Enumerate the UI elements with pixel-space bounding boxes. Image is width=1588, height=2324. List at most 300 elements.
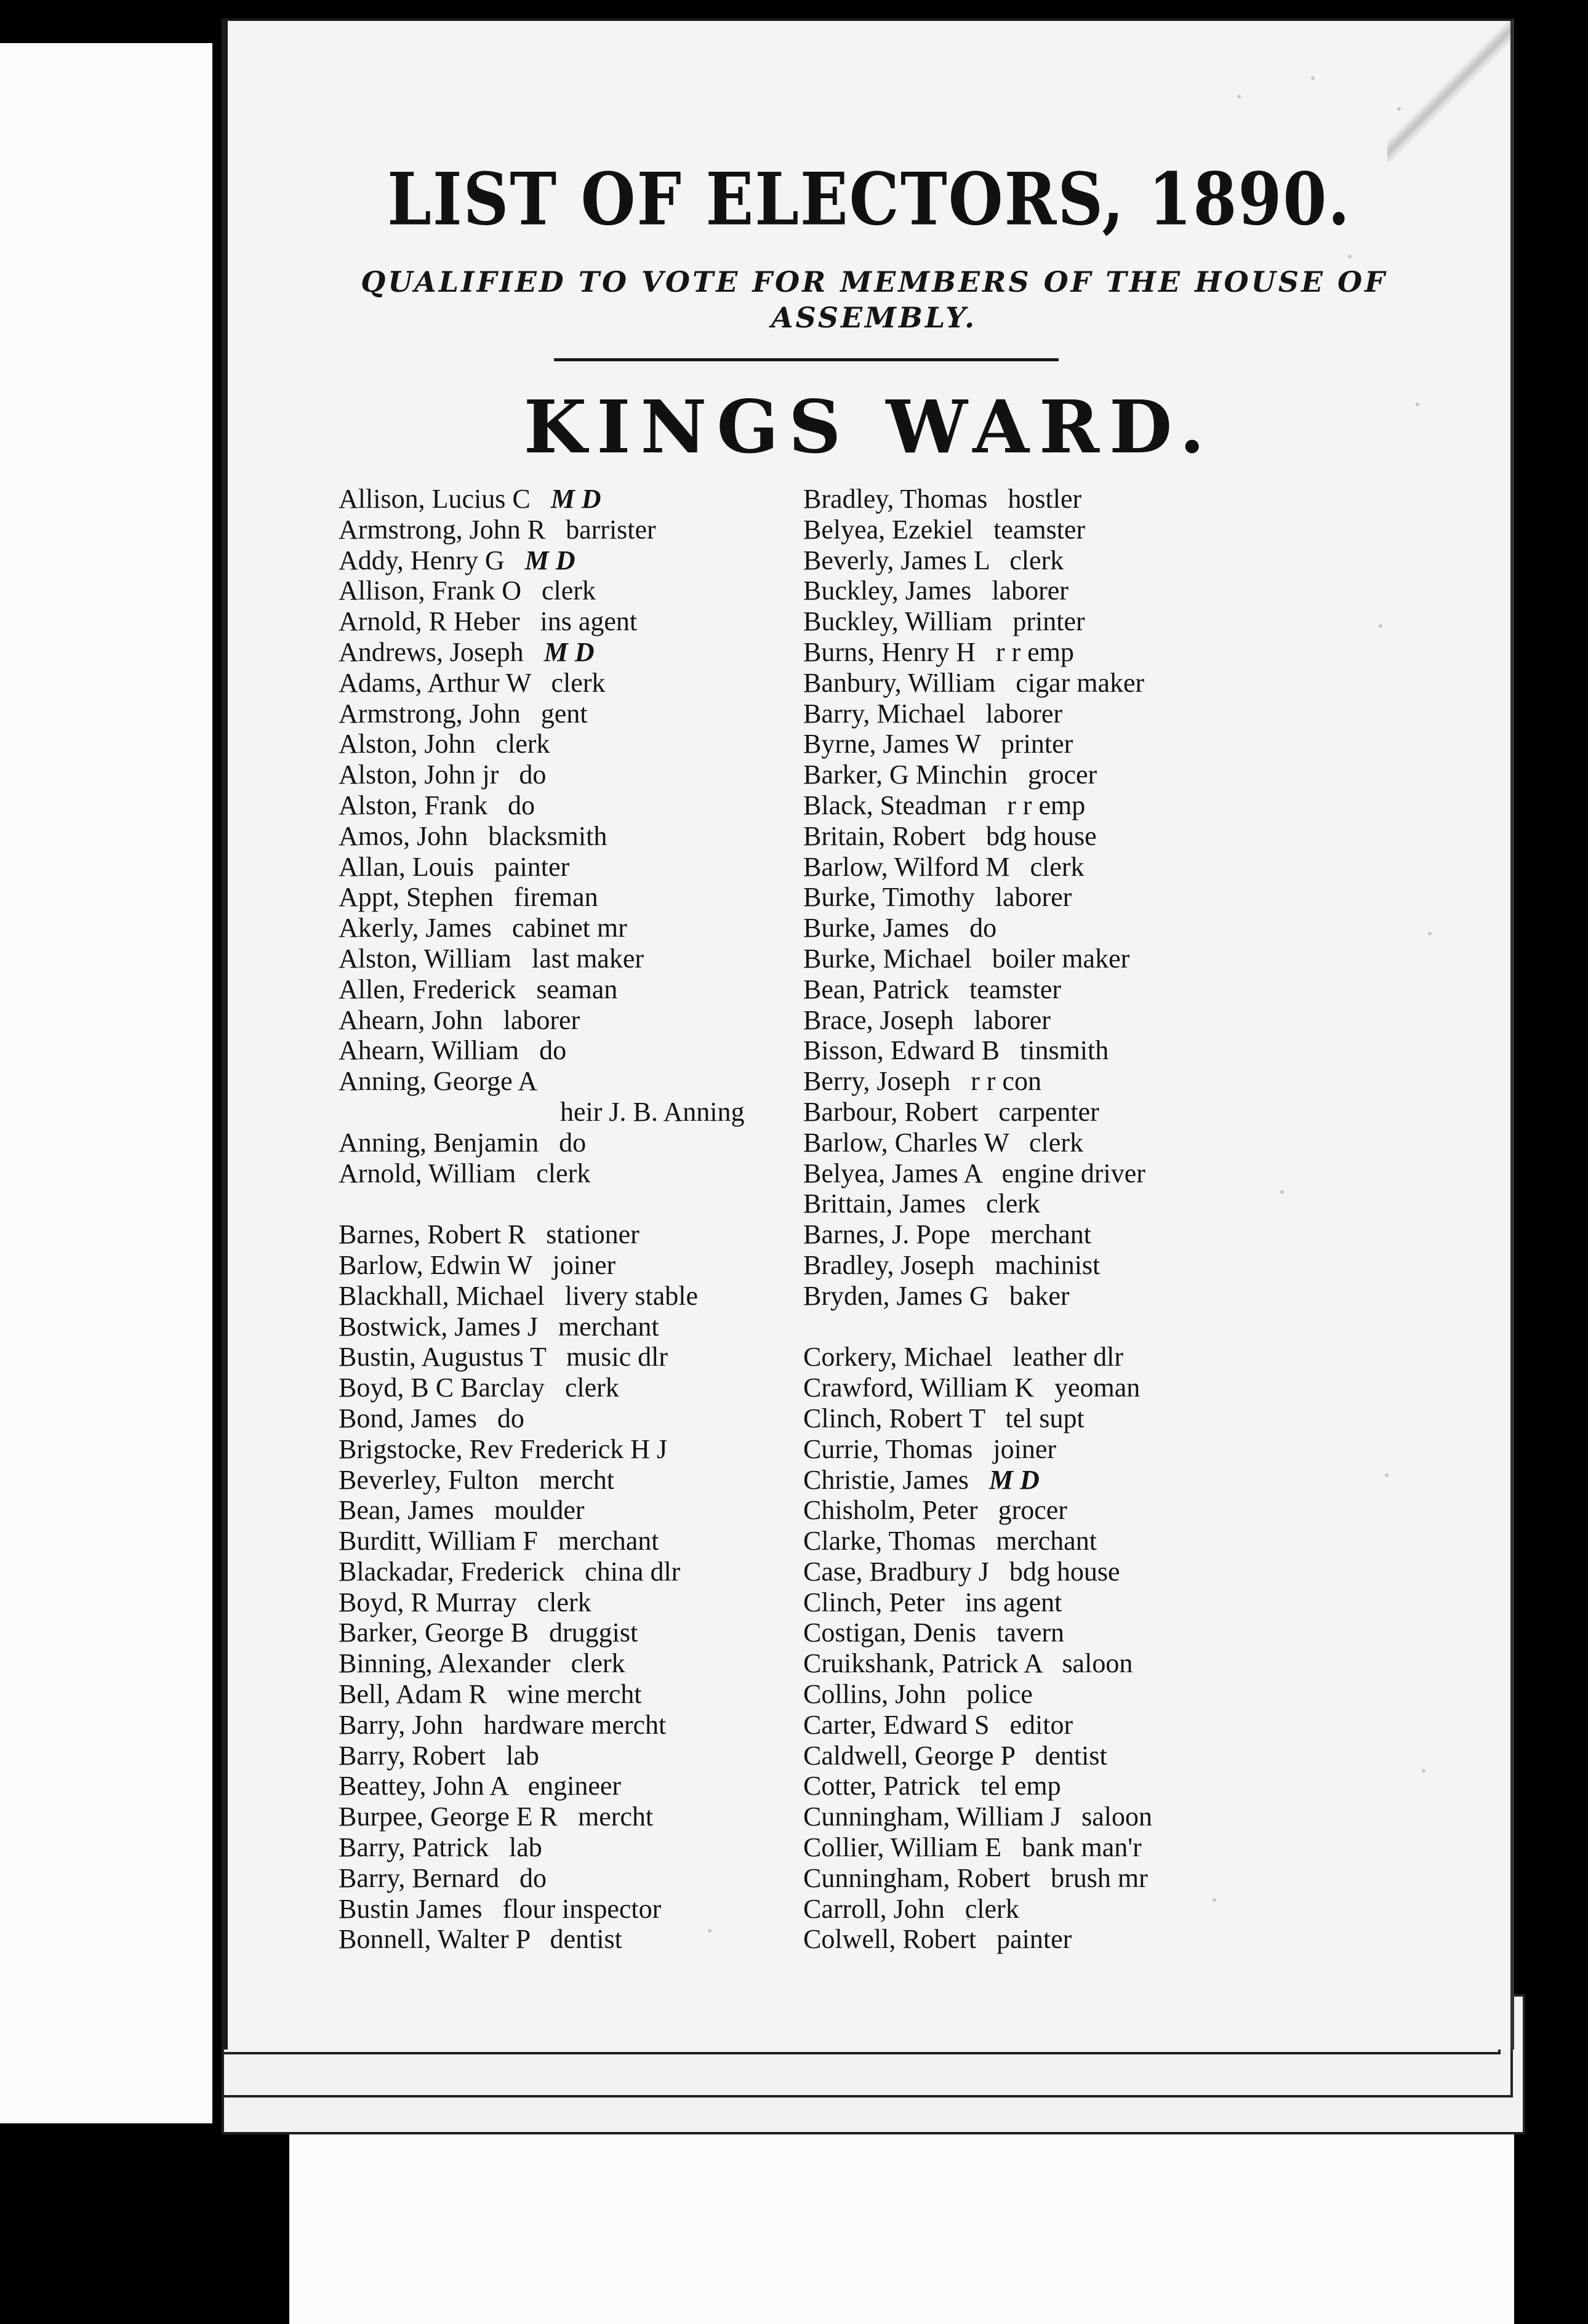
elector-name: Beattey, John A bbox=[339, 1771, 508, 1801]
paper-speck bbox=[708, 1929, 712, 1933]
elector-occupation: clerk bbox=[551, 667, 606, 698]
elector-occupation: tinsmith bbox=[1020, 1035, 1109, 1066]
elector-occupation: laborer bbox=[992, 575, 1069, 606]
elector-name: Clinch, Robert T bbox=[803, 1403, 985, 1433]
elector-entry bbox=[339, 729, 825, 759]
elector-occupation: heir J. B. Anning bbox=[560, 1096, 745, 1127]
elector-entry bbox=[339, 515, 825, 545]
elector-occupation: tavern bbox=[997, 1617, 1065, 1648]
paper-speck bbox=[1416, 403, 1419, 406]
elector-entry bbox=[803, 606, 1345, 637]
elector-occupation: last maker bbox=[531, 943, 644, 974]
elector-occupation: r r emp bbox=[1007, 790, 1086, 820]
elector-occupation: china dlr bbox=[585, 1556, 681, 1587]
elector-name: Carter, Edward S bbox=[803, 1709, 990, 1740]
elector-name: Bond, James bbox=[339, 1403, 477, 1433]
paper-speck bbox=[1422, 1769, 1426, 1773]
elector-entry bbox=[803, 545, 1345, 576]
elector-name: Buckley, William bbox=[803, 606, 993, 637]
elector-occupation: bank man'r bbox=[1021, 1832, 1142, 1863]
elector-occupation: clerk bbox=[985, 1188, 1040, 1219]
elector-entry bbox=[803, 1679, 1345, 1710]
elector-occupation: clerk bbox=[964, 1893, 1019, 1924]
paper-speck bbox=[1311, 76, 1315, 80]
elector-name: Barry, Michael bbox=[803, 698, 966, 729]
elector-name: Crawford, William K bbox=[803, 1372, 1035, 1403]
elector-name: Colwell, Robert bbox=[803, 1924, 977, 1955]
elector-occupation: mercht bbox=[539, 1464, 615, 1495]
elector-name: Cunningham, Robert bbox=[803, 1862, 1031, 1893]
elector-entry bbox=[339, 1434, 825, 1465]
elector-entry bbox=[339, 1924, 825, 1955]
blank-margin-bottom bbox=[289, 2130, 1514, 2324]
elector-occupation: clerk bbox=[1029, 1127, 1083, 1158]
elector-occupation: clerk bbox=[542, 575, 596, 606]
elector-occupation: do bbox=[539, 1035, 567, 1066]
elector-occupation: lab bbox=[508, 1832, 542, 1863]
elector-name: Ahearn, William bbox=[339, 1035, 519, 1066]
electors-column-left bbox=[339, 484, 825, 1955]
elector-name: Adams, Arthur W bbox=[339, 667, 531, 698]
elector-name: Allison, Frank O bbox=[339, 575, 521, 606]
elector-name: Blackhall, Michael bbox=[339, 1280, 545, 1311]
elector-name: Bustin James bbox=[339, 1893, 483, 1924]
elector-name: Burpee, George E R bbox=[339, 1801, 558, 1832]
elector-entry bbox=[339, 1741, 825, 1771]
elector-occupation: r r con bbox=[971, 1066, 1041, 1097]
elector-entry bbox=[803, 1832, 1345, 1863]
elector-occupation: flour inspector bbox=[502, 1893, 662, 1924]
elector-name: Alston, John bbox=[339, 729, 476, 759]
elector-name: Bean, Patrick bbox=[803, 974, 950, 1004]
elector-name: Alston, John jr bbox=[339, 759, 499, 790]
elector-entry bbox=[803, 1801, 1345, 1832]
elector-name: Allison, Lucius C bbox=[339, 484, 531, 514]
elector-name: Burke, James bbox=[803, 913, 950, 944]
elector-name: Clarke, Thomas bbox=[803, 1526, 976, 1557]
elector-entry bbox=[803, 974, 1345, 1005]
elector-occupation: printer bbox=[1001, 729, 1073, 759]
elector-occupation: moulder bbox=[494, 1495, 585, 1526]
elector-entry bbox=[339, 1894, 825, 1925]
elector-name: Banbury, William bbox=[803, 667, 996, 698]
elector-entry bbox=[339, 790, 825, 821]
elector-occupation: do bbox=[519, 1862, 547, 1893]
elector-name: Corkery, Michael bbox=[803, 1342, 993, 1372]
elector-entry bbox=[803, 1434, 1345, 1465]
elector-occupation: hardware mercht bbox=[483, 1709, 667, 1740]
elector-name: Barker, George B bbox=[339, 1617, 529, 1648]
elector-name: Bean, James bbox=[339, 1495, 474, 1526]
paper-speck bbox=[1213, 1898, 1216, 1902]
elector-entry bbox=[803, 668, 1345, 699]
elector-name: Beverley, Fulton bbox=[339, 1464, 519, 1495]
elector-entry bbox=[803, 1771, 1345, 1801]
elector-entry bbox=[803, 1526, 1345, 1557]
elector-name: Barnes, J. Pope bbox=[803, 1219, 971, 1250]
elector-entry bbox=[803, 759, 1345, 790]
elector-name: Berry, Joseph bbox=[803, 1066, 951, 1097]
elector-name: Bonnell, Walter P bbox=[339, 1924, 530, 1955]
elector-name: Burke, Timothy bbox=[803, 882, 975, 913]
elector-entry bbox=[339, 1342, 825, 1372]
elector-entry bbox=[339, 1219, 825, 1250]
elector-entry bbox=[339, 1587, 825, 1618]
elector-occupation: clerk bbox=[1030, 851, 1085, 882]
elector-name: Burns, Henry H bbox=[803, 636, 976, 667]
elector-entry bbox=[803, 1372, 1345, 1403]
elector-entry bbox=[803, 637, 1345, 668]
elector-occupation: machinist bbox=[995, 1249, 1101, 1280]
elector-entry bbox=[803, 575, 1345, 606]
elector-entry bbox=[339, 1005, 825, 1036]
elector-occupation: seaman bbox=[536, 974, 618, 1004]
elector-name: Boyd, B C Barclay bbox=[339, 1372, 545, 1403]
elector-name: Black, Steadman bbox=[803, 790, 987, 820]
elector-occupation: painter bbox=[997, 1924, 1072, 1955]
elector-name: Cruikshank, Patrick A bbox=[803, 1648, 1042, 1679]
elector-entry bbox=[803, 1495, 1345, 1526]
elector-entry bbox=[339, 1250, 825, 1281]
elector-name: Addy, Henry G bbox=[339, 545, 505, 575]
elector-occupation: engine driver bbox=[1001, 1158, 1145, 1188]
elector-name: Armstrong, John R bbox=[339, 514, 546, 545]
elector-entry bbox=[803, 913, 1345, 944]
elector-entry bbox=[803, 944, 1345, 974]
elector-name: Amos, John bbox=[339, 820, 468, 851]
elector-occupation: teamster bbox=[969, 974, 1062, 1004]
elector-occupation: M D bbox=[543, 636, 595, 667]
elector-entry bbox=[803, 484, 1345, 515]
elector-occupation: stationer bbox=[546, 1219, 640, 1250]
elector-name: Brace, Joseph bbox=[803, 1004, 954, 1035]
elector-entry bbox=[803, 1188, 1345, 1219]
elector-entry bbox=[803, 1219, 1345, 1250]
elector-occupation: cigar maker bbox=[1016, 667, 1145, 698]
elector-occupation: tel emp bbox=[980, 1771, 1061, 1801]
electors-column-right bbox=[803, 484, 1345, 1955]
elector-name: Burditt, William F bbox=[339, 1526, 538, 1557]
elector-entry bbox=[803, 1128, 1345, 1158]
elector-entry bbox=[803, 699, 1345, 729]
elector-occupation: printer bbox=[1013, 606, 1085, 637]
elector-occupation: fireman bbox=[513, 882, 598, 913]
elector-occupation: clerk bbox=[1009, 545, 1064, 575]
elector-name: Boyd, R Murray bbox=[339, 1587, 517, 1617]
elector-entry bbox=[339, 1465, 825, 1496]
elector-occupation: bdg house bbox=[985, 820, 1097, 851]
elector-entry bbox=[339, 637, 825, 668]
elector-occupation: laborer bbox=[985, 698, 1063, 729]
elector-name: Bryden, James G bbox=[803, 1280, 989, 1311]
elector-occupation: merchant bbox=[990, 1219, 1092, 1250]
elector-entry bbox=[803, 1035, 1345, 1066]
elector-occupation: saloon bbox=[1062, 1648, 1133, 1679]
elector-name: Bisson, Edward B bbox=[803, 1035, 1000, 1066]
elector-name: Anning, George A bbox=[339, 1066, 538, 1097]
elector-entry bbox=[339, 1128, 825, 1158]
elector-name: Carroll, John bbox=[803, 1893, 945, 1924]
elector-occupation: clerk bbox=[537, 1587, 591, 1617]
elector-name: Collins, John bbox=[803, 1679, 947, 1710]
elector-occupation: ins agent bbox=[540, 606, 638, 637]
elector-entry bbox=[803, 790, 1345, 821]
paper-speck bbox=[1379, 624, 1382, 628]
elector-name: Andrews, Joseph bbox=[339, 636, 524, 667]
elector-occupation: druggist bbox=[549, 1617, 638, 1648]
elector-name: Clinch, Peter bbox=[803, 1587, 945, 1617]
elector-name: Belyea, James A bbox=[803, 1158, 982, 1188]
elector-name: Brigstocke, Rev Frederick H J bbox=[339, 1433, 667, 1464]
elector-name: Allan, Louis bbox=[339, 851, 474, 882]
elector-entry bbox=[803, 821, 1345, 852]
divider-rule bbox=[554, 358, 1059, 361]
elector-name: Alston, William bbox=[339, 943, 511, 974]
elector-name: Alston, Frank bbox=[339, 790, 487, 820]
elector-entry bbox=[803, 729, 1345, 759]
elector-entry bbox=[339, 1403, 825, 1434]
elector-name: Blackadar, Frederick bbox=[339, 1556, 565, 1587]
elector-occupation: do bbox=[497, 1403, 524, 1433]
elector-name: Barlow, Charles W bbox=[803, 1127, 1009, 1158]
elector-name: Bradley, Thomas bbox=[803, 484, 988, 514]
elector-name: Collier, William E bbox=[803, 1832, 1001, 1863]
elector-entry bbox=[803, 1158, 1345, 1189]
elector-entry bbox=[339, 1035, 825, 1066]
elector-entry bbox=[803, 1741, 1345, 1771]
elector-occupation: brush mr bbox=[1051, 1862, 1148, 1893]
elector-entry bbox=[803, 1250, 1345, 1281]
elector-entry bbox=[339, 1281, 825, 1312]
elector-entry bbox=[339, 1771, 825, 1801]
elector-occupation: laborer bbox=[503, 1004, 580, 1035]
elector-name: Bell, Adam R bbox=[339, 1679, 487, 1710]
paper-speck bbox=[1348, 255, 1352, 258]
elector-entry bbox=[339, 1617, 825, 1648]
elector-name: Costigan, Denis bbox=[803, 1617, 977, 1648]
elector-occupation: M D bbox=[524, 545, 575, 575]
elector-occupation: cabinet mr bbox=[511, 913, 627, 944]
elector-name: Byrne, James W bbox=[803, 729, 980, 759]
elector-occupation: engineer bbox=[527, 1771, 622, 1801]
elector-name: Barry, John bbox=[339, 1709, 463, 1740]
elector-name: Barry, Bernard bbox=[339, 1862, 500, 1893]
elector-entry bbox=[339, 1557, 825, 1587]
elector-name: Anning, Benjamin bbox=[339, 1127, 539, 1158]
elector-occupation: lab bbox=[506, 1740, 539, 1771]
elector-name: Barnes, Robert R bbox=[339, 1219, 526, 1250]
paper-speck bbox=[1397, 107, 1401, 111]
elector-name: Currie, Thomas bbox=[803, 1433, 973, 1464]
elector-name: Burke, Michael bbox=[803, 943, 972, 974]
elector-name: Arnold, William bbox=[339, 1158, 516, 1188]
elector-entry bbox=[339, 759, 825, 790]
elector-occupation: yeoman bbox=[1054, 1372, 1141, 1403]
elector-occupation: dentist bbox=[550, 1924, 622, 1955]
elector-name: Appt, Stephen bbox=[339, 882, 494, 913]
elector-name: Barlow, Edwin W bbox=[339, 1249, 532, 1280]
elector-name: Bustin, Augustus T bbox=[339, 1342, 547, 1372]
elector-entry bbox=[339, 1526, 825, 1557]
elector-entry bbox=[339, 1312, 825, 1342]
elector-occupation: laborer bbox=[995, 882, 1072, 913]
blank-margin-left bbox=[0, 43, 212, 2123]
elector-entry bbox=[339, 913, 825, 944]
elector-entry bbox=[803, 1557, 1345, 1587]
elector-occupation: editor bbox=[1009, 1709, 1073, 1740]
elector-entry bbox=[339, 1648, 825, 1679]
elector-occupation: dentist bbox=[1035, 1740, 1107, 1771]
elector-name: Barbour, Robert bbox=[803, 1096, 979, 1127]
elector-name: Chisholm, Peter bbox=[803, 1495, 978, 1526]
elector-occupation: do bbox=[508, 790, 535, 820]
elector-occupation: M D bbox=[988, 1464, 1040, 1495]
elector-name: Belyea, Ezekiel bbox=[803, 514, 974, 545]
elector-occupation: blacksmith bbox=[488, 820, 608, 851]
elector-occupation: teamster bbox=[993, 514, 1086, 545]
elector-name: Allen, Frederick bbox=[339, 974, 516, 1004]
elector-occupation: r r emp bbox=[995, 636, 1074, 667]
elector-occupation: do bbox=[519, 759, 547, 790]
elector-occupation: merchant bbox=[558, 1311, 659, 1342]
elector-occupation: do bbox=[969, 913, 997, 944]
document-title: LIST OF ELECTORS, 1890. bbox=[387, 157, 1351, 242]
elector-entry bbox=[339, 1832, 825, 1863]
elector-occupation: carpenter bbox=[998, 1096, 1099, 1127]
elector-entry bbox=[803, 515, 1345, 545]
elector-occupation: hostler bbox=[1008, 484, 1082, 514]
elector-entry bbox=[339, 1863, 825, 1894]
elector-occupation: boiler maker bbox=[992, 943, 1130, 974]
elector-occupation: clerk bbox=[571, 1648, 625, 1679]
elector-entry bbox=[803, 1587, 1345, 1618]
elector-name: Beverly, James L bbox=[803, 545, 990, 575]
elector-entry bbox=[803, 1710, 1345, 1741]
elector-name: Binning, Alexander bbox=[339, 1648, 551, 1679]
elector-occupation: do bbox=[559, 1127, 587, 1158]
elector-name: Ahearn, John bbox=[339, 1004, 483, 1035]
elector-entry bbox=[803, 1924, 1345, 1955]
elector-name: Barker, G Minchin bbox=[803, 759, 1008, 790]
elector-name: Armstrong, John bbox=[339, 698, 521, 729]
elector-name: Case, Bradbury J bbox=[803, 1556, 989, 1587]
paper-speck bbox=[1385, 1473, 1389, 1477]
elector-entry bbox=[803, 1342, 1345, 1372]
elector-occupation: painter bbox=[494, 851, 570, 882]
elector-occupation: mercht bbox=[577, 1801, 654, 1832]
elector-entry bbox=[339, 1097, 825, 1128]
elector-entry bbox=[339, 1158, 825, 1189]
elector-name: Bostwick, James J bbox=[339, 1311, 538, 1342]
elector-entry bbox=[339, 974, 825, 1005]
elector-entry bbox=[339, 699, 825, 729]
elector-name: Akerly, James bbox=[339, 913, 492, 944]
elector-entry bbox=[803, 1403, 1345, 1434]
folded-corner bbox=[1387, 21, 1510, 162]
elector-entry bbox=[803, 1465, 1345, 1496]
elector-name: Brittain, James bbox=[803, 1188, 966, 1219]
elector-entry bbox=[803, 1894, 1345, 1925]
elector-name: Christie, James bbox=[803, 1464, 969, 1495]
elector-occupation: merchant bbox=[558, 1526, 659, 1557]
elector-occupation: barrister bbox=[566, 514, 656, 545]
elector-entry bbox=[803, 882, 1345, 913]
elector-name: Arnold, R Heber bbox=[339, 606, 520, 637]
ward-heading: KINGS WARD. bbox=[523, 384, 1215, 470]
elector-occupation: clerk bbox=[495, 729, 550, 759]
elector-name: Bradley, Joseph bbox=[803, 1249, 975, 1280]
elector-occupation: joiner bbox=[993, 1433, 1057, 1464]
elector-name: Barry, Robert bbox=[339, 1740, 486, 1771]
elector-entry bbox=[339, 882, 825, 913]
elector-entry bbox=[339, 668, 825, 699]
elector-entry bbox=[803, 1281, 1345, 1312]
paper-speck bbox=[1280, 1190, 1284, 1194]
elector-occupation: police bbox=[966, 1679, 1033, 1710]
elector-occupation: livery stable bbox=[564, 1280, 699, 1311]
elector-occupation: bdg house bbox=[1009, 1556, 1120, 1587]
elector-name: Britain, Robert bbox=[803, 820, 966, 851]
elector-name: Caldwell, George P bbox=[803, 1740, 1015, 1771]
elector-entry bbox=[803, 1097, 1345, 1128]
elector-occupation: joiner bbox=[552, 1249, 616, 1280]
elector-entry bbox=[339, 484, 825, 515]
elector-entry bbox=[339, 1372, 825, 1403]
elector-occupation: clerk bbox=[564, 1372, 619, 1403]
elector-entry bbox=[339, 1679, 825, 1710]
elector-occupation: music dlr bbox=[566, 1342, 668, 1372]
elector-entry bbox=[803, 1066, 1345, 1097]
document-subtitle: QUALIFIED TO VOTE FOR MEMBERS OF THE HOUSE OF ASSEMBLY. bbox=[361, 265, 1387, 334]
elector-entry bbox=[339, 606, 825, 637]
elector-occupation: clerk bbox=[536, 1158, 591, 1188]
elector-entry bbox=[803, 1312, 1345, 1342]
elector-name: Cotter, Patrick bbox=[803, 1771, 960, 1801]
elector-entry bbox=[339, 944, 825, 974]
elector-entry bbox=[803, 1863, 1345, 1894]
elector-occupation: M D bbox=[550, 484, 601, 514]
elector-occupation: ins agent bbox=[964, 1587, 1062, 1617]
elector-name: Buckley, James bbox=[803, 575, 972, 606]
elector-occupation: baker bbox=[1009, 1280, 1070, 1311]
elector-entry bbox=[339, 575, 825, 606]
elector-occupation: grocer bbox=[998, 1495, 1067, 1526]
elector-occupation: leather dlr bbox=[1013, 1342, 1124, 1372]
elector-entry bbox=[339, 1188, 825, 1219]
elector-occupation: gent bbox=[540, 698, 588, 729]
elector-entry bbox=[803, 1648, 1345, 1679]
elector-name: Barry, Patrick bbox=[339, 1832, 489, 1863]
elector-entry bbox=[803, 852, 1345, 883]
elector-entry bbox=[339, 1495, 825, 1526]
paper-speck bbox=[966, 1917, 970, 1920]
elector-entry bbox=[339, 821, 825, 852]
elector-entry bbox=[803, 1617, 1345, 1648]
elector-occupation: tel supt bbox=[1005, 1403, 1085, 1433]
elector-occupation: grocer bbox=[1027, 759, 1097, 790]
elector-occupation: laborer bbox=[974, 1004, 1051, 1035]
elector-entry bbox=[803, 1005, 1345, 1036]
elector-occupation: wine mercht bbox=[507, 1679, 642, 1710]
elector-entry bbox=[339, 1710, 825, 1741]
elector-entry bbox=[339, 1066, 825, 1097]
elector-entry bbox=[339, 1801, 825, 1832]
elector-name: Barlow, Wilford M bbox=[803, 851, 1010, 882]
elector-entry bbox=[339, 545, 825, 576]
paper-speck bbox=[1428, 932, 1432, 936]
elector-name: Cunningham, William J bbox=[803, 1801, 1062, 1832]
elector-occupation: merchant bbox=[996, 1526, 1097, 1557]
